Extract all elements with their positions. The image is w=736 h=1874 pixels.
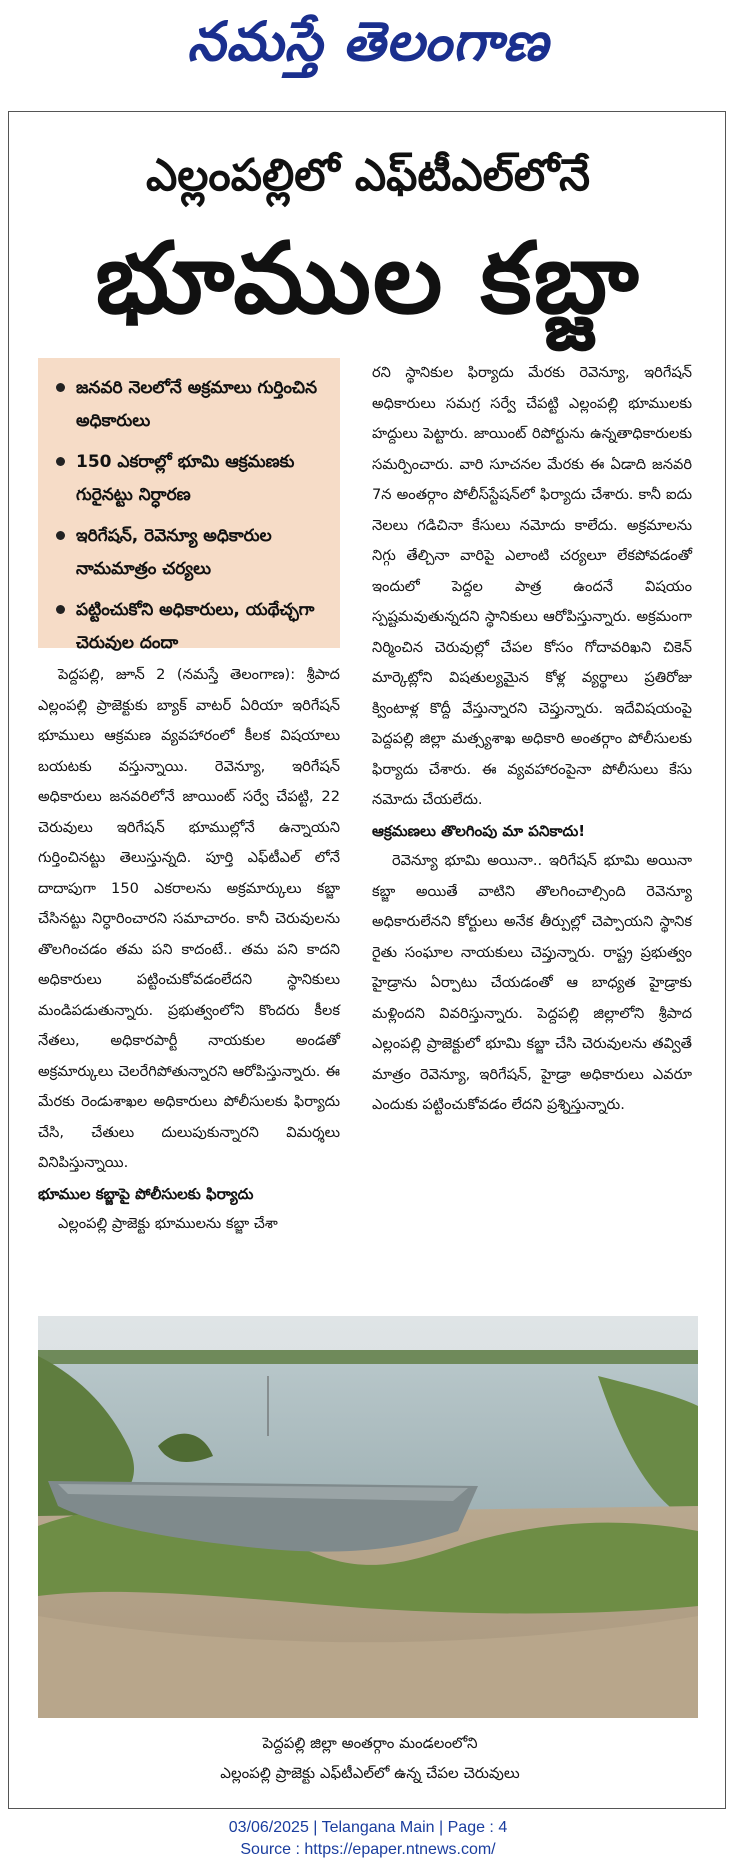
body-paragraph: రని స్థానికుల ఫిర్యాదు మేరకు రెవెన్యూ, ఇరిగేషన్ అధికారులు సమగ్ర సర్వే చేపట్టి ఎల్లంపల్లి భూములకు హద్దులు పెట్టారు. జాయింట్ రిపోర్టును ఉన్నతాధికారులకు సమర్పించారు. వారి సూచనల మేరకు ఈ ఏడాది జనవరి 7న అంతర్గాం పోలీస్‌స్టేషన్‌లో ఫిర్యాదు చేశారు. కానీ ఐదు నెలలు గడిచినా కేసులు నమోదు కాలేదు. అక్రమాలను నిగ్గు తేల్చినా వారిపై ఎలాంటి చర్యలూ లేకపోవడంతో ఇందులో పెద్దల పాత్ర ఉందనే విషయం స్పష్టమవుతున్నదని స్థానికులు ఆరోపిస్తున్నారు. అక్రమంగా నిర్మించిన చెరువుల్లో చేపల కోసం గోదావరిఖని చికెన్ మార్కెట్లోని విషతుల్యమైన కోళ్ల వ్యర్థాలు ప్రతిరోజు క్వింటాళ్ల కొద్దీ వేస్తున్నారని చెప్తున్నారు. ఇదేవిషయంపై పెద్దపల్లి జిల్లా మత్స్యశాఖ అధికారి అంతర్గాం పోలీసులకు ఫిర్యాదు చేశారు. ఈ వ్యవహారంపైనా పోలీసులు కేసు నమోదు చేయలేదు.	[372, 364, 692, 808]
photo-caption	[120, 1728, 620, 1788]
article-photo	[38, 1316, 698, 1718]
masthead	[0, 0, 736, 96]
subheading: భూముల కబ్జాపై పోలీసులకు ఫిర్యాదు	[38, 1184, 254, 1203]
bullet-icon	[56, 531, 65, 540]
left-column	[38, 660, 340, 1240]
highlight-item: జనవరి నెలలోనే అక్రమాలు గుర్తించిన అధికారులు	[56, 372, 326, 438]
body-paragraph: పెద్దపల్లి, జూన్ 2 (నమస్తే తెలంగాణ): శ్రీపాద ఎల్లంపల్లి ప్రాజెక్టుకు బ్యాక్ వాటర్ ఏరియా ఇరిగేషన్ భూములు ఆక్రమణ వ్యవహారంలో కీలక విషయాలు బయటకు వస్తున్నాయి. రెవెన్యూ, ఇరిగేషన్ అధికారులు జనవరిలోనే జాయింట్ సర్వే చేపట్టి, 22 చెరువులు ఇరిగేషన్ భూముల్లోనే ఉన్నాయని గుర్తించినట్టు తెలుస్తున్నది. పూర్తి ఎఫ్‌టీఎల్ లోనే దాదాపుగా 150 ఎకరాలను అక్రమార్కులు కబ్జా చేసినట్టు నిర్ధారించారని సమాచారం. కానీ చెరువులను తొలగించడం తమ పని కాదంటే.. తమ పని కాదని అధికారులు పట్టించుకోవడంలేదని స్థానికులు మండిపడుతున్నారు. ప్రభుత్వంలోని కొందరు కీలక నేతలు, అధికారపార్టీ నాయకుల అండతో అక్రమార్కులు చెలరేగిపోతున్నారని ఆరోపిస్తున్నారు. ఈ మేరకు రెండుశాఖల అధికారులు పోలీసులకు ఫిర్యాదు చేసి, చేతులు దులుపుకున్నారని విమర్శలు వినిపిస్తున్నాయి.	[38, 666, 340, 1171]
highlights-box	[38, 358, 340, 653]
body-paragraph: రెవెన్యూ భూమి అయినా.. ఇరిగేషన్ భూమి అయినా కబ్జా అయితే వాటిని తొలగించాల్సింది రెవెన్యూ అధికారులేనని కోర్టులు అనేక తీర్పుల్లో చెప్పాయని స్థానిక రైతు సంఘాల నాయకులు చెప్తున్నారు. రాష్ట్ర ప్రభుత్వం హైడ్రాను ఏర్పాటు చేయడంతో ఆ బాధ్యత హైడ్రాకు మళ్లిందని వివరిస్తున్నారు. పెద్దపల్లి జిల్లాలోని శ్రీపాద ఎల్లంపల్లి ప్రాజెక్టులో భూమి కబ్జా చేసి చెరువులను తవ్వితే మాత్రం రెవెన్యూ, ఇరిగేషన్, హైడ్రా అధికారులు ఎవరూ ఎందుకు పట్టించుకోవడం లేదని ప్రశ్నిస్తున్నారు.	[372, 852, 692, 1113]
highlight-item: 150 ఎకరాల్లో భూమి ఆక్రమణకు గురైనట్టు నిర్ధారణ	[56, 446, 326, 512]
caption-line: ఎల్లంపల్లి ప్రాజెక్టు ఎఫ్‌టీఎల్‌లో ఉన్న చేపల చెరువులు	[220, 1764, 520, 1782]
page-footer	[0, 1817, 736, 1861]
bullet-icon	[56, 457, 65, 466]
highlight-item: పట్టించుకోని అధికారులు, యథేచ్ఛగా చెరువుల దందా	[56, 594, 326, 660]
footer-source-link[interactable]: Source : https://epaper.ntnews.com/	[240, 1841, 496, 1858]
article-kicker: ఎల్లంపల్లిలో ఎఫ్‌టీఎల్‌లోనే	[145, 150, 591, 201]
article-headline: భూముల కబ్జా	[95, 222, 641, 336]
highlight-item: ఇరిగేషన్, రెవెన్యూ అధికారుల నామమాత్రం చర్యలు	[56, 520, 326, 586]
subheading: ఆక్రమణలు తొలగింపు మా పనికాదు!	[372, 821, 586, 840]
caption-line: పెద్దపల్లి జిల్లా అంతర్గాం మండలంలోని	[262, 1734, 478, 1752]
highlights-list	[56, 372, 326, 660]
bullet-icon	[56, 383, 65, 392]
bullet-icon	[56, 605, 65, 614]
footer-edition-info: 03/06/2025 | Telangana Main | Page : 4	[228, 1819, 508, 1836]
fish-pond-photo	[38, 1316, 698, 1718]
masthead-title: నమస్తే తెలంగాణ	[187, 9, 549, 73]
right-column	[372, 358, 692, 1121]
body-paragraph: ఎల్లంపల్లి ప్రాజెక్టు భూములను కబ్జా చేశా	[58, 1215, 278, 1232]
